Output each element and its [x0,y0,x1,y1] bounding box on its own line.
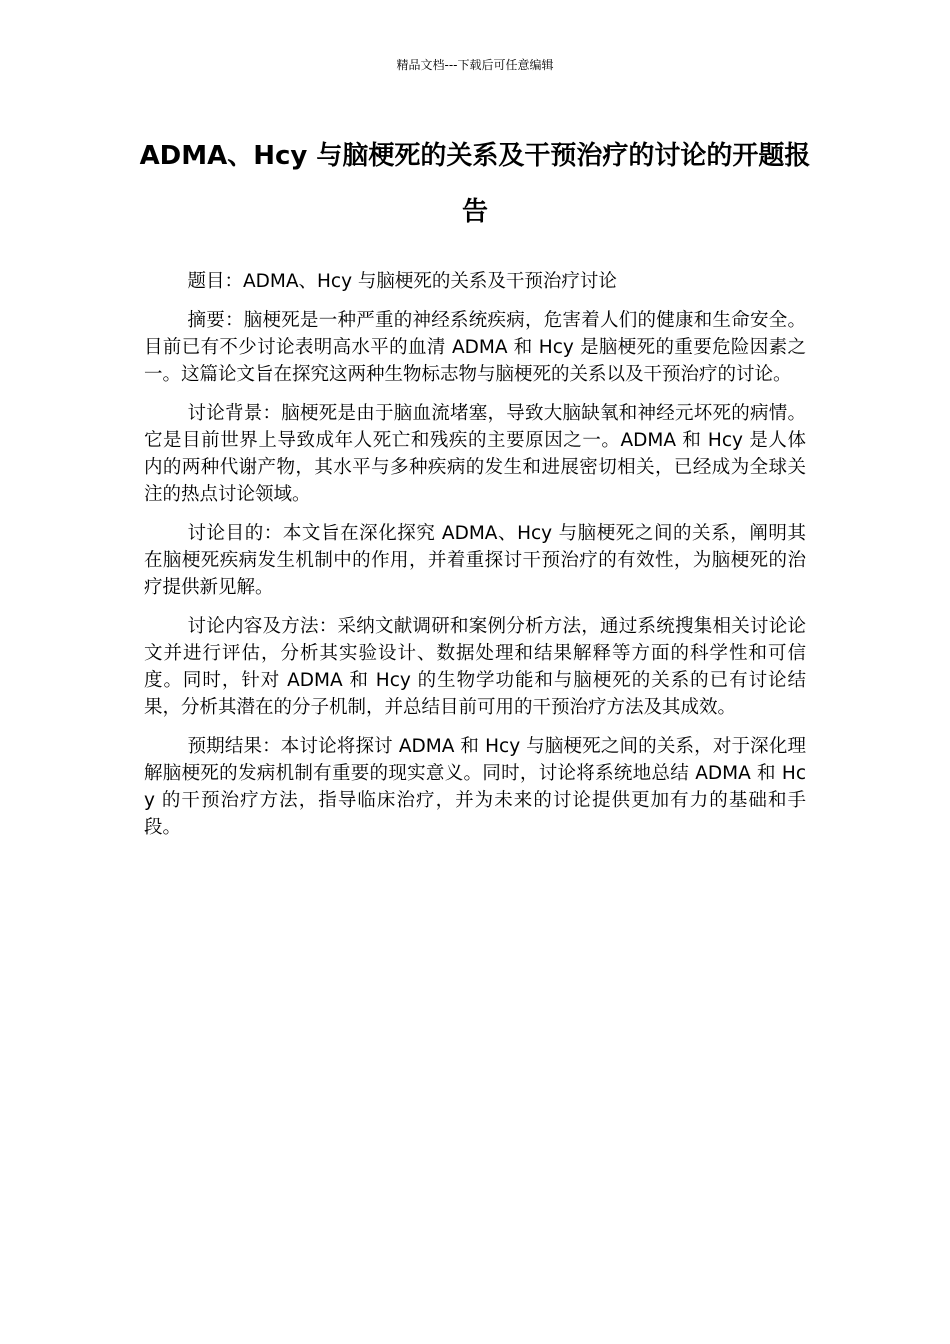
paragraph-expected-results: 预期结果：本讨论将探讨 ADMA 和 Hcy 与脑梗死之间的关系，对于深化理解脑梗死的发病机制有重要的现实意义。同时，讨论将系统地总结 ADMA 和 Hcy 的干预治疗方法，指导临床治疗，并为未来的讨论提供更加有力的基础和手段。 [144,736,806,838]
paragraph-purpose: 讨论目的：本文旨在深化探究 ADMA、Hcy 与脑梗死之间的关系，阐明其在脑梗死疾病发生机制中的作用，并着重探讨干预治疗的有效性，为脑梗死的治疗提供新见解。 [144,523,806,598]
paragraph-topic: 题目：ADMA、Hcy 与脑梗死的关系及干预治疗讨论 [187,271,617,292]
page-header: 精品文档---下载后可任意编辑 [396,58,554,72]
paragraph-abstract: 摘要：脑梗死是一种严重的神经系统疾病，危害着人们的健康和生命安全。目前已有不少讨论表明高水平的血清 ADMA 和 Hcy 是脑梗死的重要危险因素之一。这篇论文旨在探究这两种生物标志物与脑梗死的关系以及干预治疗的讨论。 [144,310,806,385]
document-body [144,268,806,853]
document-title: ADMA、Hcy 与脑梗死的关系及干预治疗的讨论的开题报告 [139,141,811,227]
paragraph-background: 讨论背景：脑梗死是由于脑血流堵塞，导致大脑缺氧和神经元坏死的病情。它是目前世界上导致成年人死亡和残疾的主要原因之一。ADMA 和 Hcy 是人体内的两种代谢产物，其水平与多种疾病的发生和进展密切相关，已经成为全球关注的热点讨论领域。 [144,403,806,505]
paragraph-methods: 讨论内容及方法：采纳文献调研和案例分析方法，通过系统搜集相关讨论论文并进行评估，分析其实验设计、数据处理和结果解释等方面的科学性和可信度。同时，针对 ADMA 和 Hcy 的生物学功能和与脑梗死的关系的已有讨论结果，分析其潜在的分子机制，并总结目前可用的干预治疗方法及其成效。 [144,616,806,718]
